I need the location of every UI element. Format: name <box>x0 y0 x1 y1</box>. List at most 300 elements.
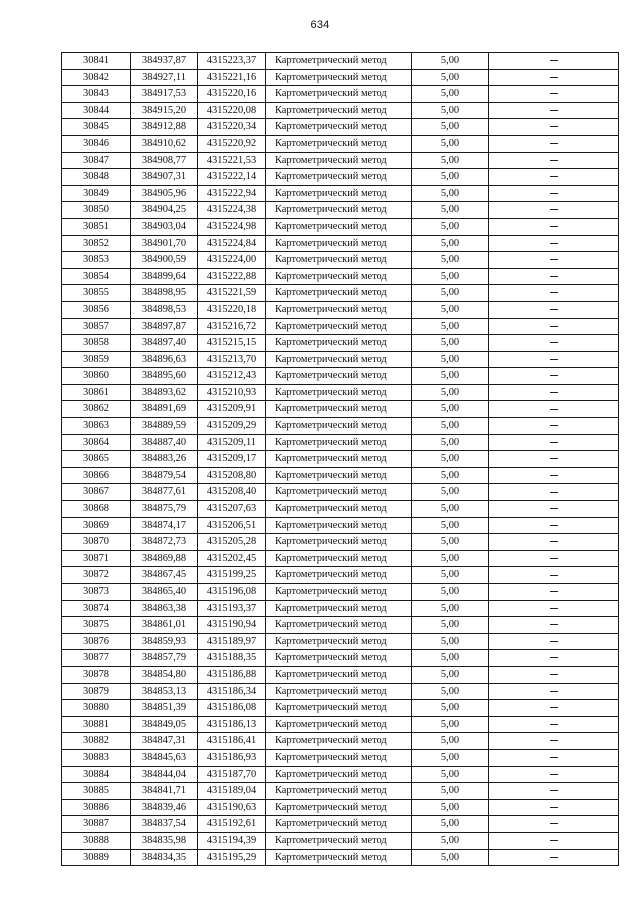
x-coordinate-cell: 384896,63 <box>131 351 198 368</box>
x-coordinate-cell: 384834,35 <box>131 849 198 866</box>
x-coordinate-cell: 384912,88 <box>131 119 198 136</box>
y-coordinate-cell: 4315208,80 <box>198 467 266 484</box>
precision-cell: 5,00 <box>412 135 489 152</box>
y-coordinate-cell: 4315186,41 <box>198 733 266 750</box>
note-cell <box>489 517 619 534</box>
x-coordinate-cell: 384898,53 <box>131 301 198 318</box>
table-row <box>62 451 619 468</box>
dash-mark <box>550 425 558 426</box>
precision-cell: 5,00 <box>412 816 489 833</box>
precision-cell: 5,00 <box>412 86 489 103</box>
point-number-cell: 30864 <box>62 434 131 451</box>
table-row <box>62 849 619 866</box>
dash-mark <box>550 176 558 177</box>
method-cell: Картометрический метод <box>266 650 412 667</box>
precision-cell: 5,00 <box>412 467 489 484</box>
y-coordinate-cell: 4315224,98 <box>198 218 266 235</box>
method-cell: Картометрический метод <box>266 268 412 285</box>
method-cell: Картометрический метод <box>266 700 412 717</box>
note-cell <box>489 733 619 750</box>
precision-cell: 5,00 <box>412 218 489 235</box>
x-coordinate-cell: 384895,60 <box>131 368 198 385</box>
dash-mark <box>550 591 558 592</box>
y-coordinate-cell: 4315202,45 <box>198 550 266 567</box>
x-coordinate-cell: 384845,63 <box>131 749 198 766</box>
x-coordinate-cell: 384908,77 <box>131 152 198 169</box>
method-cell: Картометрический метод <box>266 467 412 484</box>
dash-mark <box>550 525 558 526</box>
x-coordinate-cell: 384879,54 <box>131 467 198 484</box>
dash-mark <box>550 707 558 708</box>
precision-cell: 5,00 <box>412 451 489 468</box>
dash-mark <box>550 193 558 194</box>
x-coordinate-cell: 384857,79 <box>131 650 198 667</box>
precision-cell: 5,00 <box>412 301 489 318</box>
note-cell <box>489 467 619 484</box>
y-coordinate-cell: 4315186,13 <box>198 716 266 733</box>
y-coordinate-cell: 4315196,08 <box>198 584 266 601</box>
precision-cell: 5,00 <box>412 185 489 202</box>
table-row <box>62 816 619 833</box>
method-cell: Картометрический метод <box>266 567 412 584</box>
dash-mark <box>550 276 558 277</box>
note-cell <box>489 119 619 136</box>
note-cell <box>489 185 619 202</box>
precision-cell: 5,00 <box>412 434 489 451</box>
dash-mark <box>550 60 558 61</box>
note-cell <box>489 285 619 302</box>
note-cell <box>489 567 619 584</box>
y-coordinate-cell: 4315194,39 <box>198 832 266 849</box>
dash-mark <box>550 691 558 692</box>
x-coordinate-cell: 384869,88 <box>131 550 198 567</box>
precision-cell: 5,00 <box>412 368 489 385</box>
dash-mark <box>550 823 558 824</box>
point-number-cell: 30870 <box>62 534 131 551</box>
y-coordinate-cell: 4315209,91 <box>198 401 266 418</box>
point-number-cell: 30845 <box>62 119 131 136</box>
y-coordinate-cell: 4315208,40 <box>198 484 266 501</box>
point-number-cell: 30842 <box>62 69 131 86</box>
precision-cell: 5,00 <box>412 501 489 518</box>
dash-mark <box>550 126 558 127</box>
dash-mark <box>550 292 558 293</box>
precision-cell: 5,00 <box>412 799 489 816</box>
precision-cell: 5,00 <box>412 600 489 617</box>
precision-cell: 5,00 <box>412 633 489 650</box>
method-cell: Картометрический метод <box>266 401 412 418</box>
method-cell: Картометрический метод <box>266 600 412 617</box>
point-number-cell: 30858 <box>62 335 131 352</box>
y-coordinate-cell: 4315210,93 <box>198 384 266 401</box>
table-row <box>62 418 619 435</box>
dash-mark <box>550 110 558 111</box>
note-cell <box>489 252 619 269</box>
dash-mark <box>550 608 558 609</box>
note-cell <box>489 550 619 567</box>
method-cell: Картометрический метод <box>266 716 412 733</box>
point-number-cell: 30859 <box>62 351 131 368</box>
point-number-cell: 30878 <box>62 666 131 683</box>
dash-mark <box>550 243 558 244</box>
x-coordinate-cell: 384859,93 <box>131 633 198 650</box>
precision-cell: 5,00 <box>412 849 489 866</box>
method-cell: Картометрический метод <box>266 202 412 219</box>
method-cell: Картометрический метод <box>266 53 412 70</box>
method-cell: Картометрический метод <box>266 285 412 302</box>
method-cell: Картометрический метод <box>266 218 412 235</box>
method-cell: Картометрический метод <box>266 766 412 783</box>
precision-cell: 5,00 <box>412 69 489 86</box>
x-coordinate-cell: 384841,71 <box>131 783 198 800</box>
x-coordinate-cell: 384915,20 <box>131 102 198 119</box>
point-number-cell: 30875 <box>62 617 131 634</box>
table-row <box>62 135 619 152</box>
note-cell <box>489 783 619 800</box>
table-row <box>62 467 619 484</box>
point-number-cell: 30848 <box>62 169 131 186</box>
dash-mark <box>550 774 558 775</box>
x-coordinate-cell: 384893,62 <box>131 384 198 401</box>
precision-cell: 5,00 <box>412 832 489 849</box>
precision-cell: 5,00 <box>412 152 489 169</box>
y-coordinate-cell: 4315221,16 <box>198 69 266 86</box>
dash-mark <box>550 77 558 78</box>
x-coordinate-cell: 384910,62 <box>131 135 198 152</box>
x-coordinate-cell: 384874,17 <box>131 517 198 534</box>
precision-cell: 5,00 <box>412 666 489 683</box>
y-coordinate-cell: 4315189,97 <box>198 633 266 650</box>
y-coordinate-cell: 4315212,43 <box>198 368 266 385</box>
precision-cell: 5,00 <box>412 700 489 717</box>
note-cell <box>489 135 619 152</box>
y-coordinate-cell: 4315222,94 <box>198 185 266 202</box>
dash-mark <box>550 790 558 791</box>
note-cell <box>489 832 619 849</box>
table-row <box>62 268 619 285</box>
dash-mark <box>550 160 558 161</box>
table-row <box>62 832 619 849</box>
note-cell <box>489 401 619 418</box>
note-cell <box>489 666 619 683</box>
point-number-cell: 30879 <box>62 683 131 700</box>
table-row <box>62 285 619 302</box>
y-coordinate-cell: 4315222,88 <box>198 268 266 285</box>
table-row <box>62 633 619 650</box>
precision-cell: 5,00 <box>412 268 489 285</box>
table-row <box>62 617 619 634</box>
point-number-cell: 30872 <box>62 567 131 584</box>
note-cell <box>489 384 619 401</box>
y-coordinate-cell: 4315189,04 <box>198 783 266 800</box>
dash-mark <box>550 558 558 559</box>
point-number-cell: 30854 <box>62 268 131 285</box>
x-coordinate-cell: 384847,31 <box>131 733 198 750</box>
point-number-cell: 30843 <box>62 86 131 103</box>
point-number-cell: 30874 <box>62 600 131 617</box>
table-row <box>62 102 619 119</box>
note-cell <box>489 368 619 385</box>
x-coordinate-cell: 384844,04 <box>131 766 198 783</box>
point-number-cell: 30855 <box>62 285 131 302</box>
note-cell <box>489 617 619 634</box>
y-coordinate-cell: 4315216,72 <box>198 318 266 335</box>
precision-cell: 5,00 <box>412 235 489 252</box>
y-coordinate-cell: 4315205,28 <box>198 534 266 551</box>
y-coordinate-cell: 4315221,53 <box>198 152 266 169</box>
x-coordinate-cell: 384877,61 <box>131 484 198 501</box>
y-coordinate-cell: 4315223,37 <box>198 53 266 70</box>
point-number-cell: 30885 <box>62 783 131 800</box>
table-row <box>62 666 619 683</box>
y-coordinate-cell: 4315220,16 <box>198 86 266 103</box>
point-number-cell: 30881 <box>62 716 131 733</box>
point-number-cell: 30849 <box>62 185 131 202</box>
page-number: 634 <box>310 19 330 31</box>
table-row <box>62 534 619 551</box>
method-cell: Картометрический метод <box>266 301 412 318</box>
table-row <box>62 567 619 584</box>
point-number-cell: 30880 <box>62 700 131 717</box>
x-coordinate-cell: 384907,31 <box>131 169 198 186</box>
method-cell: Картометрический метод <box>266 434 412 451</box>
table-row <box>62 716 619 733</box>
table-row <box>62 318 619 335</box>
note-cell <box>489 86 619 103</box>
y-coordinate-cell: 4315213,70 <box>198 351 266 368</box>
x-coordinate-cell: 384853,13 <box>131 683 198 700</box>
table-row <box>62 700 619 717</box>
y-coordinate-cell: 4315209,11 <box>198 434 266 451</box>
x-coordinate-cell: 384927,11 <box>131 69 198 86</box>
point-number-cell: 30883 <box>62 749 131 766</box>
dash-mark <box>550 326 558 327</box>
x-coordinate-cell: 384883,26 <box>131 451 198 468</box>
x-coordinate-cell: 384837,54 <box>131 816 198 833</box>
point-number-cell: 30884 <box>62 766 131 783</box>
method-cell: Картометрический метод <box>266 633 412 650</box>
note-cell <box>489 766 619 783</box>
point-number-cell: 30852 <box>62 235 131 252</box>
dash-mark <box>550 93 558 94</box>
y-coordinate-cell: 4315224,00 <box>198 252 266 269</box>
precision-cell: 5,00 <box>412 252 489 269</box>
y-coordinate-cell: 4315186,93 <box>198 749 266 766</box>
note-cell <box>489 218 619 235</box>
table-row <box>62 152 619 169</box>
point-number-cell: 30866 <box>62 467 131 484</box>
dash-mark <box>550 475 558 476</box>
point-number-cell: 30850 <box>62 202 131 219</box>
precision-cell: 5,00 <box>412 766 489 783</box>
dash-mark <box>550 392 558 393</box>
table-row <box>62 218 619 235</box>
x-coordinate-cell: 384865,40 <box>131 584 198 601</box>
dash-mark <box>550 492 558 493</box>
note-cell <box>489 749 619 766</box>
precision-cell: 5,00 <box>412 683 489 700</box>
method-cell: Картометрический метод <box>266 69 412 86</box>
table-row <box>62 501 619 518</box>
precision-cell: 5,00 <box>412 783 489 800</box>
x-coordinate-cell: 384899,64 <box>131 268 198 285</box>
note-cell <box>489 268 619 285</box>
precision-cell: 5,00 <box>412 733 489 750</box>
note-cell <box>489 53 619 70</box>
method-cell: Картометрический метод <box>266 384 412 401</box>
y-coordinate-cell: 4315215,15 <box>198 335 266 352</box>
y-coordinate-cell: 4315206,51 <box>198 517 266 534</box>
point-number-cell: 30862 <box>62 401 131 418</box>
table-row <box>62 749 619 766</box>
table-row <box>62 783 619 800</box>
method-cell: Картометрический метод <box>266 119 412 136</box>
point-number-cell: 30863 <box>62 418 131 435</box>
dash-mark <box>550 442 558 443</box>
dash-mark <box>550 807 558 808</box>
y-coordinate-cell: 4315221,59 <box>198 285 266 302</box>
point-number-cell: 30873 <box>62 584 131 601</box>
y-coordinate-cell: 4315190,63 <box>198 799 266 816</box>
note-cell <box>489 584 619 601</box>
x-coordinate-cell: 384835,98 <box>131 832 198 849</box>
precision-cell: 5,00 <box>412 749 489 766</box>
table-row <box>62 733 619 750</box>
point-number-cell: 30857 <box>62 318 131 335</box>
note-cell <box>489 683 619 700</box>
precision-cell: 5,00 <box>412 534 489 551</box>
method-cell: Картометрический метод <box>266 335 412 352</box>
point-number-cell: 30853 <box>62 252 131 269</box>
note-cell <box>489 484 619 501</box>
point-number-cell: 30844 <box>62 102 131 119</box>
x-coordinate-cell: 384903,04 <box>131 218 198 235</box>
x-coordinate-cell: 384839,46 <box>131 799 198 816</box>
x-coordinate-cell: 384863,38 <box>131 600 198 617</box>
x-coordinate-cell: 384867,45 <box>131 567 198 584</box>
coordinates-table <box>61 52 619 866</box>
note-cell <box>489 152 619 169</box>
table-row <box>62 53 619 70</box>
dash-mark <box>550 724 558 725</box>
method-cell: Картометрический метод <box>266 816 412 833</box>
y-coordinate-cell: 4315192,61 <box>198 816 266 833</box>
dash-mark <box>550 757 558 758</box>
x-coordinate-cell: 384854,80 <box>131 666 198 683</box>
dash-mark <box>550 840 558 841</box>
y-coordinate-cell: 4315188,35 <box>198 650 266 667</box>
method-cell: Картометрический метод <box>266 451 412 468</box>
method-cell: Картометрический метод <box>266 733 412 750</box>
note-cell <box>489 69 619 86</box>
table-row <box>62 119 619 136</box>
precision-cell: 5,00 <box>412 517 489 534</box>
dash-mark <box>550 259 558 260</box>
point-number-cell: 30860 <box>62 368 131 385</box>
y-coordinate-cell: 4315207,63 <box>198 501 266 518</box>
dash-mark <box>550 209 558 210</box>
dash-mark <box>550 226 558 227</box>
y-coordinate-cell: 4315186,88 <box>198 666 266 683</box>
y-coordinate-cell: 4315187,70 <box>198 766 266 783</box>
point-number-cell: 30841 <box>62 53 131 70</box>
note-cell <box>489 451 619 468</box>
precision-cell: 5,00 <box>412 584 489 601</box>
table-row <box>62 252 619 269</box>
table-row <box>62 600 619 617</box>
table-row <box>62 368 619 385</box>
point-number-cell: 30888 <box>62 832 131 849</box>
method-cell: Картометрический метод <box>266 666 412 683</box>
y-coordinate-cell: 4315224,84 <box>198 235 266 252</box>
dash-mark <box>550 143 558 144</box>
dash-mark <box>550 458 558 459</box>
note-cell <box>489 816 619 833</box>
note-cell <box>489 700 619 717</box>
note-cell <box>489 301 619 318</box>
table-row <box>62 69 619 86</box>
table-row <box>62 434 619 451</box>
method-cell: Картометрический метод <box>266 501 412 518</box>
y-coordinate-cell: 4315220,08 <box>198 102 266 119</box>
point-number-cell: 30889 <box>62 849 131 866</box>
x-coordinate-cell: 384851,39 <box>131 700 198 717</box>
dash-mark <box>550 309 558 310</box>
table-row <box>62 584 619 601</box>
precision-cell: 5,00 <box>412 102 489 119</box>
table-row <box>62 86 619 103</box>
x-coordinate-cell: 384905,96 <box>131 185 198 202</box>
method-cell: Картометрический метод <box>266 169 412 186</box>
point-number-cell: 30887 <box>62 816 131 833</box>
point-number-cell: 30867 <box>62 484 131 501</box>
y-coordinate-cell: 4315190,94 <box>198 617 266 634</box>
x-coordinate-cell: 384901,70 <box>131 235 198 252</box>
x-coordinate-cell: 384887,40 <box>131 434 198 451</box>
precision-cell: 5,00 <box>412 418 489 435</box>
method-cell: Картометрический метод <box>266 418 412 435</box>
dash-mark <box>550 508 558 509</box>
method-cell: Картометрический метод <box>266 550 412 567</box>
table-row <box>62 683 619 700</box>
note-cell <box>489 351 619 368</box>
method-cell: Картометрический метод <box>266 484 412 501</box>
y-coordinate-cell: 4315199,25 <box>198 567 266 584</box>
y-coordinate-cell: 4315186,08 <box>198 700 266 717</box>
precision-cell: 5,00 <box>412 401 489 418</box>
x-coordinate-cell: 384875,79 <box>131 501 198 518</box>
dash-mark <box>550 740 558 741</box>
table-row <box>62 235 619 252</box>
dash-mark <box>550 657 558 658</box>
y-coordinate-cell: 4315220,34 <box>198 119 266 136</box>
x-coordinate-cell: 384900,59 <box>131 252 198 269</box>
note-cell <box>489 633 619 650</box>
method-cell: Картометрический метод <box>266 799 412 816</box>
y-coordinate-cell: 4315224,38 <box>198 202 266 219</box>
y-coordinate-cell: 4315220,18 <box>198 301 266 318</box>
note-cell <box>489 235 619 252</box>
method-cell: Картометрический метод <box>266 783 412 800</box>
method-cell: Картометрический метод <box>266 683 412 700</box>
point-number-cell: 30868 <box>62 501 131 518</box>
table-row <box>62 202 619 219</box>
point-number-cell: 30882 <box>62 733 131 750</box>
precision-cell: 5,00 <box>412 484 489 501</box>
note-cell <box>489 318 619 335</box>
point-number-cell: 30886 <box>62 799 131 816</box>
x-coordinate-cell: 384849,05 <box>131 716 198 733</box>
